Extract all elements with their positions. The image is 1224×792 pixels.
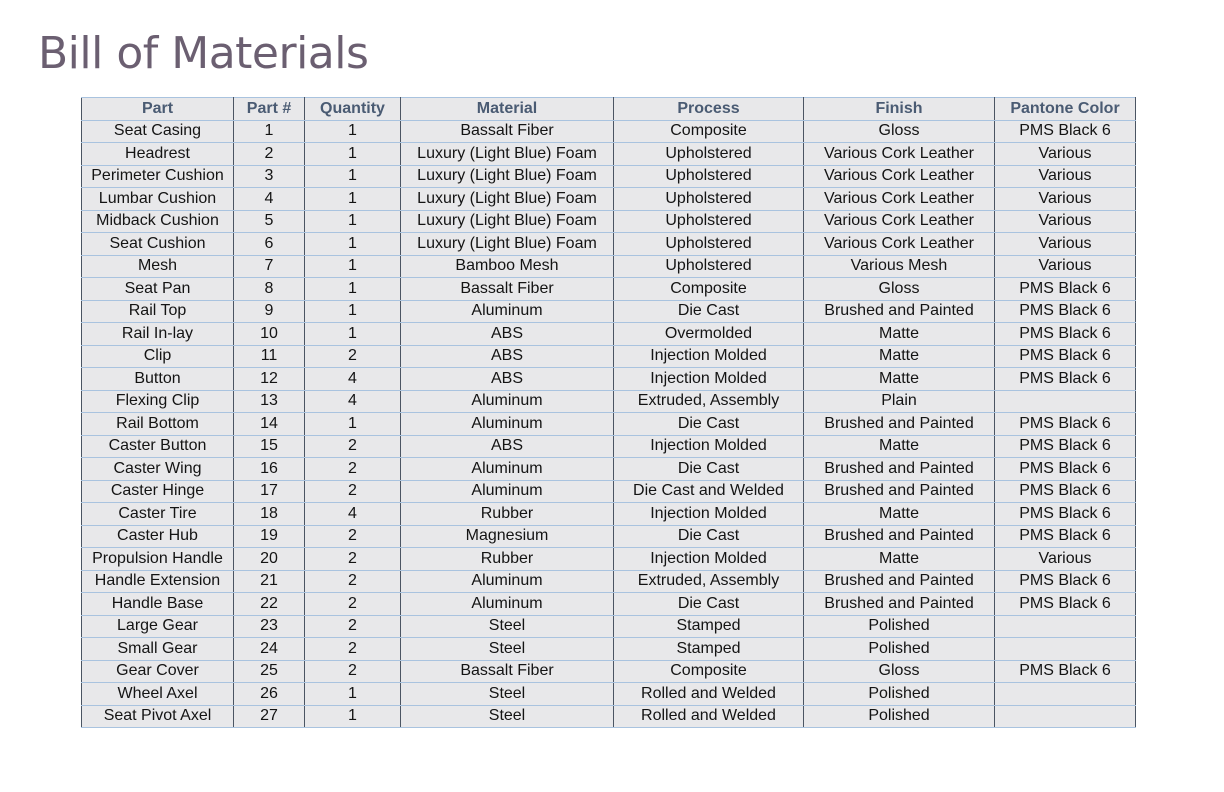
quantity-cell: 2 (305, 345, 401, 368)
material-cell: Steel (401, 615, 614, 638)
table-row (82, 120, 1136, 143)
table-row (82, 188, 1136, 211)
pantone-color-cell (995, 705, 1136, 728)
table-row (82, 323, 1136, 346)
part-number-cell: 25 (234, 660, 305, 683)
part-cell: Caster Button (82, 435, 234, 458)
material-cell: Bassalt Fiber (401, 660, 614, 683)
part-number-cell: 22 (234, 593, 305, 616)
pantone-color-cell: Various (995, 188, 1136, 211)
process-cell: Die Cast and Welded (614, 480, 804, 503)
finish-cell: Brushed and Painted (804, 413, 995, 436)
process-cell: Die Cast (614, 458, 804, 481)
finish-cell: Brushed and Painted (804, 480, 995, 503)
material-cell: ABS (401, 435, 614, 458)
table-row (82, 278, 1136, 301)
material-cell: Rubber (401, 503, 614, 526)
part-cell: Propulsion Handle (82, 548, 234, 571)
finish-cell: Polished (804, 638, 995, 661)
process-cell: Die Cast (614, 300, 804, 323)
process-cell: Extruded, Assembly (614, 390, 804, 413)
quantity-cell: 4 (305, 503, 401, 526)
header-material: Material (401, 98, 614, 121)
part-number-cell: 13 (234, 390, 305, 413)
part-cell: Mesh (82, 255, 234, 278)
pantone-color-cell: PMS Black 6 (995, 413, 1136, 436)
process-cell: Extruded, Assembly (614, 570, 804, 593)
quantity-cell: 1 (305, 120, 401, 143)
part-cell: Rail Top (82, 300, 234, 323)
pantone-color-cell: PMS Black 6 (995, 503, 1136, 526)
part-number-cell: 2 (234, 143, 305, 166)
part-cell: Handle Base (82, 593, 234, 616)
pantone-color-cell: Various (995, 165, 1136, 188)
pantone-color-cell: PMS Black 6 (995, 660, 1136, 683)
process-cell: Upholstered (614, 143, 804, 166)
table-row (82, 300, 1136, 323)
material-cell: Aluminum (401, 458, 614, 481)
process-cell: Injection Molded (614, 368, 804, 391)
part-number-cell: 4 (234, 188, 305, 211)
material-cell: Aluminum (401, 480, 614, 503)
part-cell: Large Gear (82, 615, 234, 638)
pantone-color-cell: Various (995, 210, 1136, 233)
quantity-cell: 2 (305, 525, 401, 548)
part-number-cell: 20 (234, 548, 305, 571)
table-row (82, 570, 1136, 593)
finish-cell: Polished (804, 683, 995, 706)
part-number-cell: 7 (234, 255, 305, 278)
material-cell: Aluminum (401, 570, 614, 593)
finish-cell: Various Cork Leather (804, 188, 995, 211)
pantone-color-cell: PMS Black 6 (995, 458, 1136, 481)
material-cell: Rubber (401, 548, 614, 571)
table-row (82, 233, 1136, 256)
bill-of-materials-table (81, 97, 1136, 728)
header-pantone-color: Pantone Color (995, 98, 1136, 121)
quantity-cell: 1 (305, 413, 401, 436)
part-number-cell: 19 (234, 525, 305, 548)
finish-cell: Various Mesh (804, 255, 995, 278)
finish-cell: Brushed and Painted (804, 570, 995, 593)
header-part-number: Part # (234, 98, 305, 121)
finish-cell: Brushed and Painted (804, 593, 995, 616)
part-number-cell: 17 (234, 480, 305, 503)
part-number-cell: 11 (234, 345, 305, 368)
material-cell: Luxury (Light Blue) Foam (401, 165, 614, 188)
pantone-color-cell: PMS Black 6 (995, 300, 1136, 323)
process-cell: Rolled and Welded (614, 705, 804, 728)
part-number-cell: 16 (234, 458, 305, 481)
part-number-cell: 9 (234, 300, 305, 323)
finish-cell: Polished (804, 615, 995, 638)
part-number-cell: 21 (234, 570, 305, 593)
part-number-cell: 10 (234, 323, 305, 346)
part-cell: Caster Hub (82, 525, 234, 548)
finish-cell: Matte (804, 548, 995, 571)
material-cell: Aluminum (401, 413, 614, 436)
process-cell: Upholstered (614, 165, 804, 188)
part-number-cell: 23 (234, 615, 305, 638)
quantity-cell: 1 (305, 143, 401, 166)
material-cell: Bamboo Mesh (401, 255, 614, 278)
process-cell: Die Cast (614, 413, 804, 436)
pantone-color-cell: PMS Black 6 (995, 368, 1136, 391)
table-row (82, 345, 1136, 368)
part-cell: Seat Pivot Axel (82, 705, 234, 728)
quantity-cell: 1 (305, 300, 401, 323)
quantity-cell: 2 (305, 570, 401, 593)
table-row (82, 683, 1136, 706)
pantone-color-cell (995, 683, 1136, 706)
part-number-cell: 15 (234, 435, 305, 458)
part-cell: Perimeter Cushion (82, 165, 234, 188)
header-finish: Finish (804, 98, 995, 121)
pantone-color-cell: PMS Black 6 (995, 570, 1136, 593)
finish-cell: Brushed and Painted (804, 300, 995, 323)
material-cell: Aluminum (401, 593, 614, 616)
process-cell: Upholstered (614, 255, 804, 278)
table-row (82, 255, 1136, 278)
finish-cell: Matte (804, 503, 995, 526)
table-row (82, 458, 1136, 481)
quantity-cell: 2 (305, 615, 401, 638)
part-cell: Wheel Axel (82, 683, 234, 706)
part-number-cell: 24 (234, 638, 305, 661)
table-row (82, 165, 1136, 188)
part-cell: Flexing Clip (82, 390, 234, 413)
part-number-cell: 6 (234, 233, 305, 256)
process-cell: Rolled and Welded (614, 683, 804, 706)
part-cell: Seat Pan (82, 278, 234, 301)
pantone-color-cell: PMS Black 6 (995, 435, 1136, 458)
finish-cell: Various Cork Leather (804, 210, 995, 233)
quantity-cell: 1 (305, 233, 401, 256)
finish-cell: Brushed and Painted (804, 525, 995, 548)
process-cell: Stamped (614, 615, 804, 638)
table-row (82, 548, 1136, 571)
pantone-color-cell (995, 638, 1136, 661)
material-cell: Luxury (Light Blue) Foam (401, 188, 614, 211)
table-row (82, 143, 1136, 166)
material-cell: Steel (401, 638, 614, 661)
part-cell: Small Gear (82, 638, 234, 661)
process-cell: Die Cast (614, 593, 804, 616)
part-cell: Midback Cushion (82, 210, 234, 233)
process-cell: Injection Molded (614, 435, 804, 458)
quantity-cell: 2 (305, 480, 401, 503)
finish-cell: Brushed and Painted (804, 458, 995, 481)
process-cell: Injection Molded (614, 548, 804, 571)
part-number-cell: 18 (234, 503, 305, 526)
part-cell: Caster Hinge (82, 480, 234, 503)
process-cell: Upholstered (614, 233, 804, 256)
material-cell: Bassalt Fiber (401, 278, 614, 301)
pantone-color-cell: PMS Black 6 (995, 120, 1136, 143)
finish-cell: Matte (804, 345, 995, 368)
table-row (82, 390, 1136, 413)
part-number-cell: 3 (234, 165, 305, 188)
material-cell: Luxury (Light Blue) Foam (401, 233, 614, 256)
quantity-cell: 1 (305, 278, 401, 301)
quantity-cell: 2 (305, 548, 401, 571)
quantity-cell: 2 (305, 638, 401, 661)
quantity-cell: 2 (305, 593, 401, 616)
quantity-cell: 2 (305, 435, 401, 458)
process-cell: Injection Molded (614, 503, 804, 526)
quantity-cell: 2 (305, 660, 401, 683)
material-cell: ABS (401, 368, 614, 391)
pantone-color-cell: PMS Black 6 (995, 525, 1136, 548)
finish-cell: Various Cork Leather (804, 165, 995, 188)
part-number-cell: 26 (234, 683, 305, 706)
process-cell: Overmolded (614, 323, 804, 346)
material-cell: Steel (401, 705, 614, 728)
part-cell: Clip (82, 345, 234, 368)
quantity-cell: 1 (305, 165, 401, 188)
material-cell: ABS (401, 323, 614, 346)
part-cell: Rail Bottom (82, 413, 234, 436)
quantity-cell: 2 (305, 458, 401, 481)
process-cell: Upholstered (614, 188, 804, 211)
material-cell: Aluminum (401, 390, 614, 413)
page-title: Bill of Materials (38, 28, 369, 79)
finish-cell: Gloss (804, 278, 995, 301)
finish-cell: Various Cork Leather (804, 233, 995, 256)
table-row (82, 593, 1136, 616)
table-row (82, 660, 1136, 683)
pantone-color-cell: PMS Black 6 (995, 345, 1136, 368)
pantone-color-cell (995, 390, 1136, 413)
table-row (82, 705, 1136, 728)
pantone-color-cell: Various (995, 255, 1136, 278)
process-cell: Stamped (614, 638, 804, 661)
header-process: Process (614, 98, 804, 121)
finish-cell: Various Cork Leather (804, 143, 995, 166)
pantone-color-cell: Various (995, 143, 1136, 166)
part-cell: Seat Casing (82, 120, 234, 143)
quantity-cell: 4 (305, 368, 401, 391)
part-number-cell: 14 (234, 413, 305, 436)
material-cell: Bassalt Fiber (401, 120, 614, 143)
part-cell: Caster Tire (82, 503, 234, 526)
quantity-cell: 1 (305, 255, 401, 278)
part-number-cell: 5 (234, 210, 305, 233)
finish-cell: Polished (804, 705, 995, 728)
material-cell: Magnesium (401, 525, 614, 548)
table-row (82, 525, 1136, 548)
material-cell: ABS (401, 345, 614, 368)
finish-cell: Gloss (804, 120, 995, 143)
process-cell: Composite (614, 278, 804, 301)
material-cell: Luxury (Light Blue) Foam (401, 210, 614, 233)
pantone-color-cell: PMS Black 6 (995, 480, 1136, 503)
pantone-color-cell: Various (995, 548, 1136, 571)
finish-cell: Matte (804, 368, 995, 391)
part-cell: Headrest (82, 143, 234, 166)
part-number-cell: 1 (234, 120, 305, 143)
pantone-color-cell: PMS Black 6 (995, 323, 1136, 346)
table-row (82, 435, 1136, 458)
quantity-cell: 1 (305, 188, 401, 211)
part-cell: Lumbar Cushion (82, 188, 234, 211)
header-quantity: Quantity (305, 98, 401, 121)
table-row (82, 638, 1136, 661)
material-cell: Aluminum (401, 300, 614, 323)
finish-cell: Plain (804, 390, 995, 413)
table-row (82, 503, 1136, 526)
material-cell: Luxury (Light Blue) Foam (401, 143, 614, 166)
table-row (82, 368, 1136, 391)
process-cell: Upholstered (614, 210, 804, 233)
quantity-cell: 4 (305, 390, 401, 413)
part-number-cell: 12 (234, 368, 305, 391)
pantone-color-cell: PMS Black 6 (995, 278, 1136, 301)
material-cell: Steel (401, 683, 614, 706)
pantone-color-cell: PMS Black 6 (995, 593, 1136, 616)
header-part: Part (82, 98, 234, 121)
finish-cell: Matte (804, 323, 995, 346)
table-row (82, 615, 1136, 638)
pantone-color-cell: Various (995, 233, 1136, 256)
part-cell: Gear Cover (82, 660, 234, 683)
part-cell: Seat Cushion (82, 233, 234, 256)
process-cell: Composite (614, 660, 804, 683)
part-number-cell: 27 (234, 705, 305, 728)
quantity-cell: 1 (305, 210, 401, 233)
quantity-cell: 1 (305, 683, 401, 706)
table-row (82, 480, 1136, 503)
quantity-cell: 1 (305, 705, 401, 728)
finish-cell: Gloss (804, 660, 995, 683)
process-cell: Injection Molded (614, 345, 804, 368)
part-cell: Handle Extension (82, 570, 234, 593)
process-cell: Die Cast (614, 525, 804, 548)
part-cell: Caster Wing (82, 458, 234, 481)
part-cell: Button (82, 368, 234, 391)
table-row (82, 210, 1136, 233)
table-row (82, 413, 1136, 436)
pantone-color-cell (995, 615, 1136, 638)
header-row (82, 98, 1136, 121)
part-number-cell: 8 (234, 278, 305, 301)
finish-cell: Matte (804, 435, 995, 458)
quantity-cell: 1 (305, 323, 401, 346)
part-cell: Rail In-lay (82, 323, 234, 346)
process-cell: Composite (614, 120, 804, 143)
